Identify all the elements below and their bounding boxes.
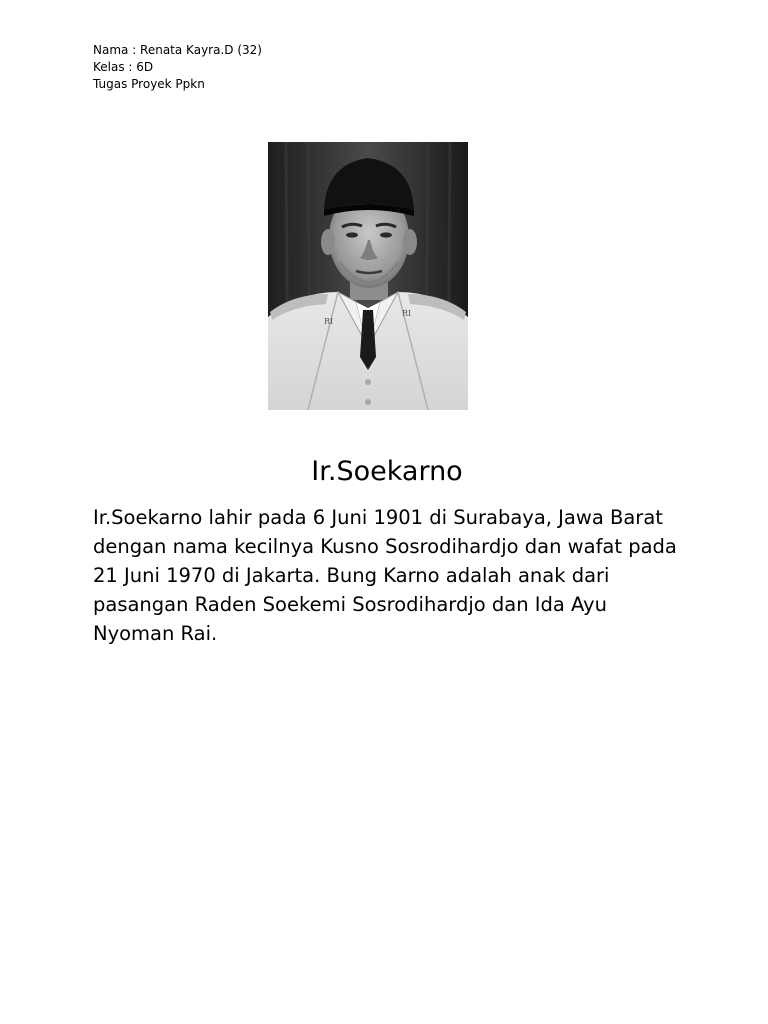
portrait-photo xyxy=(268,142,468,410)
student-class: Kelas : 6D xyxy=(93,60,154,74)
student-name: Nama : Renata Kayra.D (32) xyxy=(93,43,262,57)
collar-badge-left: RI xyxy=(324,317,334,326)
page-title: Ir.Soekarno xyxy=(311,456,463,487)
collar-badge-right: RI xyxy=(402,309,412,318)
biography-paragraph: Ir.Soekarno lahir pada 6 Juni 1901 di Surabaya, Jawa Barat dengan nama kecilnya Kusno Sosrodihardjo dan wafat pada 21 Juni 1970 di Jakarta. Bung Karno adalah anak dari pasangan Raden Soekemi Sosrodihardjo dan Ida Ayu Nyoman Rai. xyxy=(93,506,677,645)
student-info xyxy=(93,42,262,93)
assignment-title: Tugas Proyek Ppkn xyxy=(93,77,205,91)
